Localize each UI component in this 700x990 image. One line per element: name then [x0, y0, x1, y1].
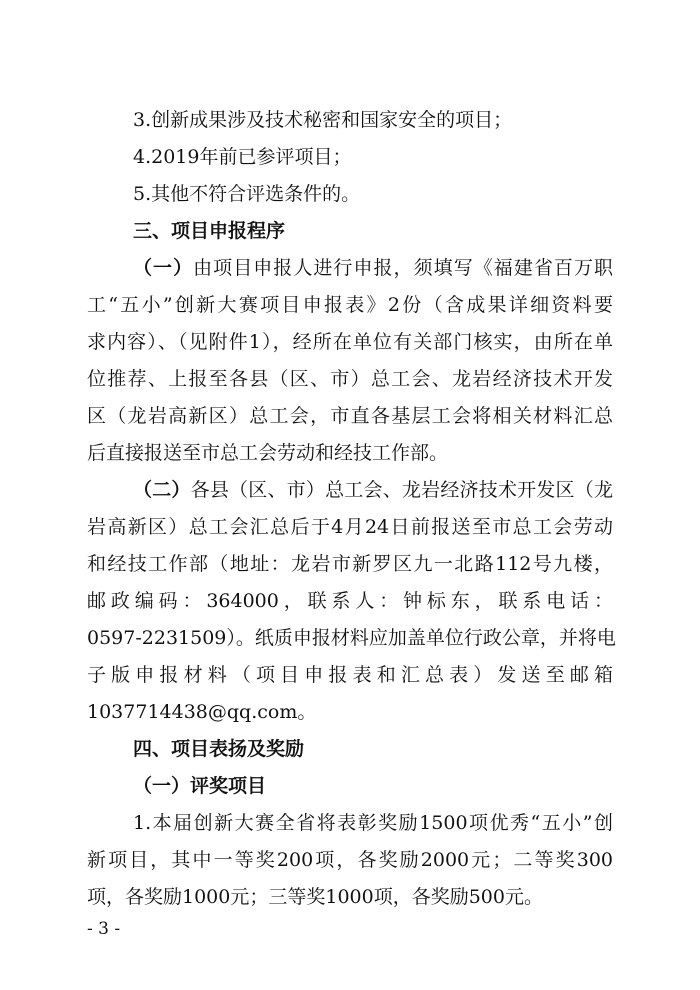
- section-3-p1-line4: 位推荐、上报至各县（区、市）总工会、龙岩经济技术开发: [87, 368, 613, 390]
- section-3-p1-lead: （一）: [133, 257, 194, 279]
- section-3-p1-line2: 工“五小”创新大赛项目申报表》2份（含成果详细资料要: [87, 294, 613, 316]
- section-3-p2-line1: [133, 478, 613, 502]
- section-4-p1-line2: 新项目，其中一等奖200项，各奖励2000元；二等奖300: [87, 849, 613, 871]
- section-3-p2-line7: 1037714438@qq.com。: [87, 701, 317, 723]
- section-3-p2-line6: 子版申报材料（项目申报表和汇总表）发送至邮箱: [87, 664, 613, 686]
- section-3-p2-line4: 邮政编码：364000，联系人：钟标东，联系电话：: [87, 590, 613, 612]
- section-4-subheading: （一）评奖项目: [133, 775, 267, 797]
- item-3: 3.创新成果涉及技术秘密和国家安全的项目；: [133, 109, 513, 131]
- section-3-p1-line5: 区（龙岩高新区）总工会，市直各基层工会将相关材料汇总: [87, 405, 613, 427]
- section-3-heading: 三、项目申报程序: [133, 220, 286, 242]
- section-3-p2-line5: 0597-2231509）。纸质申报材料应加盖单位行政公章，并将电: [87, 627, 616, 649]
- section-3-p2-line2: 岩高新区）总工会汇总后于4月24日前报送至市总工会劳动: [87, 516, 613, 538]
- section-4-p1-line3: 项，各奖励1000元；三等奖1000项，各奖励500元。: [87, 886, 543, 908]
- page-number: - 3 -: [87, 919, 121, 939]
- section-3-p1-line3: 求内容）、（见附件1），经所在单位有关部门核实，由所在单: [87, 331, 613, 353]
- section-4-heading: 四、项目表扬及奖励: [133, 738, 305, 760]
- section-3-p1-line6: 后直接报送至市总工会劳动和经技工作部。: [87, 442, 449, 464]
- section-3-p2-line3: 和经技工作部（地址：龙岩市新罗区九一北路112号九楼，: [87, 553, 613, 575]
- section-3-p1-line1-text: 由项目申报人进行申报，须填写《福建省百万职: [193, 257, 613, 279]
- section-3-p1-line1: [133, 256, 613, 280]
- item-4: 4.2019年前已参评项目；: [133, 146, 352, 168]
- section-3-p2-line1-text: 各县（区、市）总工会、龙岩经济技术开发区（龙: [190, 479, 613, 501]
- item-5: 5.其他不符合评选条件的。: [133, 183, 361, 205]
- section-4-p1-line1: 1.本届创新大赛全省将表彰奖励1500项优秀“五小”创: [133, 812, 613, 834]
- section-3-p2-lead: （二）: [133, 479, 191, 501]
